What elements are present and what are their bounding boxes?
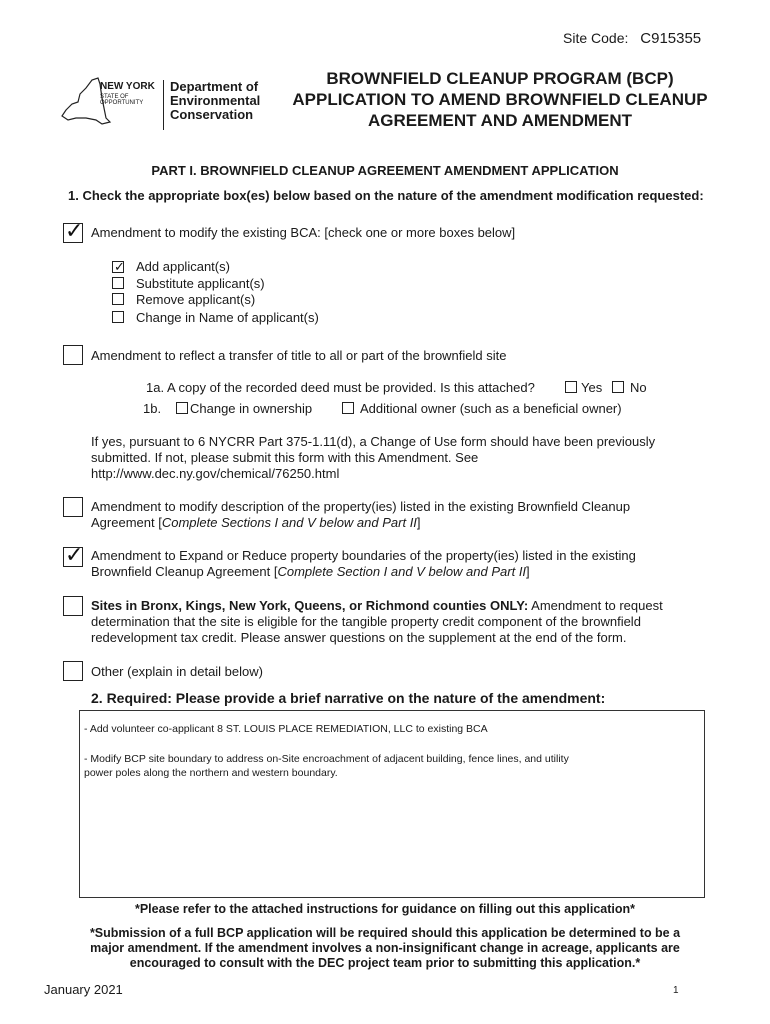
narrative-line3: power poles along the northern and western boundary. — [84, 767, 338, 779]
remove-applicant-label: Remove applicant(s) — [136, 292, 256, 307]
tangible-property-line1 — [91, 598, 711, 614]
tangible-property-bold: Sites in Bronx, Kings, New York, Queens, or Richmond counties ONLY: — [91, 598, 529, 613]
logo-agency-line2: Environmental — [170, 93, 261, 108]
expand-reduce-checkbox[interactable] — [63, 542, 84, 567]
logo-agency — [170, 80, 260, 122]
part-heading: PART I. BROWNFIELD CLEANUP AGREEMENT AMENDMENT APPLICATION — [151, 163, 619, 178]
expand-reduce-line2c: ] — [526, 564, 530, 579]
logo-ny-text: NEW YORK — [100, 81, 155, 92]
question-1: 1. Check the appropriate box(es) below based on the nature of the amendment modification requested: — [68, 188, 704, 203]
expand-reduce-line2b: Complete Section I and V below and Part II — [277, 564, 527, 579]
change-name-label: Change in Name of applicant(s) — [136, 310, 319, 325]
logo-agency-line1: Department of — [170, 79, 259, 94]
transfer-title-checkbox[interactable] — [63, 345, 83, 365]
remove-applicant-checkbox[interactable] — [112, 293, 124, 305]
title-line3: AGREEMENT AND AMENDMENT — [367, 111, 633, 130]
checkmark-icon: ✓ — [114, 259, 125, 274]
submission-line1: *Submission of a full BCP application will be required should this application be determined to be a — [89, 926, 681, 940]
site-code-label: Site Code: — [563, 30, 629, 46]
modify-description-line2a: Agreement [ — [91, 515, 162, 530]
logo-opportunity: OPPORTUNITY — [100, 100, 144, 106]
title-line2: APPLICATION TO AMEND BROWNFIELD CLEANUP — [292, 90, 708, 109]
substitute-applicant-label: Substitute applicant(s) — [136, 276, 265, 291]
site-code — [563, 30, 701, 47]
expand-reduce-line2 — [91, 564, 636, 580]
change-ownership-checkbox[interactable] — [176, 402, 188, 414]
nys-dec-logo — [58, 72, 268, 132]
logo-state-of: STATE OF — [100, 94, 129, 100]
expand-reduce-label — [91, 548, 636, 580]
question-1a-text: 1a. A copy of the recorded deed must be provided. Is this attached? — [146, 380, 535, 395]
change-name-checkbox[interactable] — [112, 311, 124, 323]
tangible-property-line1-rest: Amendment to request — [528, 598, 663, 613]
tangible-property-checkbox[interactable] — [63, 596, 83, 616]
modify-description-checkbox[interactable] — [63, 497, 83, 517]
modify-description-line2b: Complete Sections I and V below and Part II — [161, 515, 417, 530]
transfer-title-label: Amendment to reflect a transfer of title to all or part of the brownfield site — [91, 348, 507, 363]
change-ownership-label: Change in ownership — [190, 401, 313, 416]
narrative-textarea[interactable] — [79, 710, 705, 898]
submission-line3: encouraged to consult with the DEC project team prior to submitting this application.* — [129, 956, 641, 970]
modify-bca-label: Amendment to modify the existing BCA: [check one or more boxes below] — [91, 225, 516, 240]
site-code-value: C915355 — [640, 30, 702, 47]
title-line1: BROWNFIELD CLEANUP PROGRAM (BCP) — [326, 69, 674, 88]
deed-no-checkbox[interactable] — [612, 381, 624, 393]
other-checkbox[interactable] — [63, 661, 83, 681]
tangible-property-line3: redevelopment tax credit. Please answer questions on the supplement at the end of the form. — [91, 630, 627, 645]
additional-owner-checkbox[interactable] — [342, 402, 354, 414]
question-1a — [146, 380, 535, 396]
narrative-line1: - Add volunteer co-applicant 8 ST. LOUIS PLACE REMEDIATION, LLC to existing BCA — [84, 723, 488, 735]
logo-agency-line3: Conservation — [170, 107, 254, 122]
deed-yes-checkbox[interactable] — [565, 381, 577, 393]
checkmark-icon: ✓ — [65, 542, 84, 567]
substitute-applicant-checkbox[interactable] — [112, 277, 124, 289]
add-applicant-checkbox[interactable] — [112, 261, 124, 273]
form-title — [280, 68, 720, 131]
other-label: Other (explain in detail below) — [91, 664, 263, 679]
narrative-paragraph2 — [84, 752, 699, 780]
add-applicant-label: Add applicant(s) — [136, 259, 230, 274]
checkmark-icon: ✓ — [65, 218, 84, 243]
submission-line2: major amendment. If the amendment involves a non-insignificant change in acreage, applicants are — [90, 941, 680, 955]
modify-description-label — [91, 499, 630, 531]
expand-reduce-line2a: Brownfield Cleanup Agreement [ — [91, 564, 278, 579]
deed-no-label: No — [630, 380, 647, 395]
modify-description-line1: Amendment to modify description of the property(ies) listed in the existing Brownfield Cleanup — [91, 499, 631, 514]
question-2: 2. Required: Please provide a brief narrative on the nature of the amendment: — [91, 690, 606, 706]
additional-owner-label: Additional owner (such as a beneficial owner) — [360, 401, 622, 416]
question-1b-label: 1b. — [143, 401, 162, 416]
submission-note — [0, 926, 770, 971]
footer-date: January 2021 — [44, 982, 123, 997]
instructions-note: *Please refer to the attached instructions for guidance on filling out this application* — [134, 902, 636, 916]
tangible-property-line2: determination that the site is eligible for the tangible property credit component of the brownfield — [91, 614, 641, 629]
modify-description-line2 — [91, 515, 630, 531]
deed-yes-label: Yes — [581, 380, 603, 395]
narrative-line2: - Modify BCP site boundary to address on-Site encroachment of adjacent building, fence lines, and utility — [84, 753, 569, 765]
change-of-use-line2: submitted. If not, please submit this form with this Amendment. See — [91, 450, 479, 465]
modify-description-line2c: ] — [416, 515, 421, 530]
tangible-property-label — [91, 598, 711, 646]
page-number: 1 — [673, 985, 679, 996]
change-of-use-line1: If yes, pursuant to 6 NYCRR Part 375-1.11(d), a Change of Use form should have been previously — [91, 434, 656, 449]
logo-divider — [163, 80, 164, 130]
expand-reduce-line1: Amendment to Expand or Reduce property boundaries of the property(ies) listed in the existing — [91, 548, 636, 563]
modify-bca-checkbox[interactable] — [63, 218, 84, 243]
change-of-use-note — [91, 434, 655, 482]
change-of-use-link[interactable]: http://www.dec.ny.gov/chemical/76250.html — [91, 466, 340, 481]
